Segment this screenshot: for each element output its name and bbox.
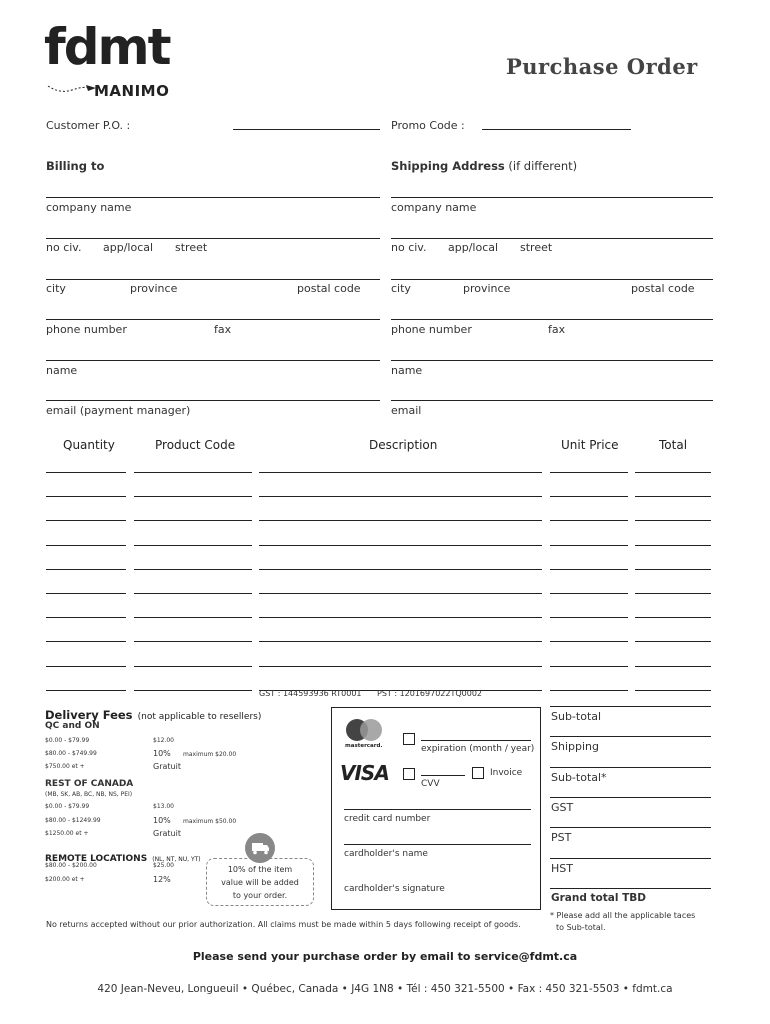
shipping-name-field[interactable] <box>391 360 713 361</box>
page-title: Purchase Order <box>506 54 698 79</box>
row-10-product-code-field[interactable] <box>134 690 252 691</box>
row-6-unit-price-field[interactable] <box>550 593 628 594</box>
billing-email-label: email (payment manager) <box>46 404 191 417</box>
row-5-description-field[interactable] <box>259 569 542 570</box>
shipping-phone-field[interactable] <box>391 319 713 320</box>
billing-postal-label: postal code <box>297 282 361 295</box>
logo <box>44 18 194 102</box>
remote-range-2: $200.00 et + <box>45 876 85 883</box>
row-3-description-field[interactable] <box>259 520 542 521</box>
mastercard-checkbox[interactable] <box>403 733 415 745</box>
visa-logo: VISA <box>340 761 389 785</box>
expiration-field[interactable] <box>421 740 531 741</box>
roc-fee-3: Gratuit <box>153 829 181 838</box>
row-9-quantity-field[interactable] <box>46 666 126 667</box>
customer-po-label: Customer P.O. : <box>46 119 131 132</box>
row-2-quantity-field[interactable] <box>46 496 126 497</box>
shipping-heading <box>391 159 577 173</box>
logo-wordmark: fdmt <box>44 18 170 76</box>
row-6-description-field[interactable] <box>259 593 542 594</box>
customer-po-field[interactable] <box>233 129 380 130</box>
col-unit-price-header: Unit Price <box>561 438 619 452</box>
bubble-line-2: value will be added <box>221 878 299 887</box>
row-5-unit-price-field[interactable] <box>550 569 628 570</box>
row-10-unit-price-field[interactable] <box>550 690 628 691</box>
shipping-street-label: street <box>520 241 553 254</box>
row-6-total-field[interactable] <box>635 593 711 594</box>
billing-province-label: province <box>130 282 178 295</box>
billing-phone-field[interactable] <box>46 319 380 320</box>
gst-number: GST : 144593936 RT0001 <box>259 689 362 698</box>
subtotal-label: Sub-total <box>551 710 602 723</box>
billing-email-field[interactable] <box>46 400 380 401</box>
truck-icon <box>245 833 275 863</box>
mastercard-text: mastercard. <box>345 743 383 749</box>
row-8-quantity-field[interactable] <box>46 641 126 642</box>
row-4-unit-price-field[interactable] <box>550 545 628 546</box>
row-2-product-code-field[interactable] <box>134 496 252 497</box>
row-8-total-field[interactable] <box>635 641 711 642</box>
pst-label: PST <box>551 831 572 844</box>
qc-fee-2: 10% <box>153 749 171 758</box>
qc-range-1: $0.00 - $79.99 <box>45 737 90 744</box>
plane-trail-icon <box>46 82 98 96</box>
bubble-line-1: 10% of the item <box>227 865 293 874</box>
row-4-description-field[interactable] <box>259 545 542 546</box>
row-3-unit-price-field[interactable] <box>550 520 628 521</box>
card-number-field[interactable] <box>344 809 531 810</box>
gst-label: GST <box>551 801 574 814</box>
billing-heading: Billing to <box>46 159 105 173</box>
shipping-phone-label: phone number <box>391 323 472 336</box>
qc-heading: QC and ON <box>45 721 100 731</box>
row-8-unit-price-field[interactable] <box>550 641 628 642</box>
qc-range-3: $750.00 et + <box>45 763 85 770</box>
shipping-company-field[interactable] <box>391 197 713 198</box>
roc-heading: REST OF CANADA <box>45 779 134 789</box>
cardholder-name-label: cardholder's name <box>344 849 428 859</box>
row-1-unit-price-field[interactable] <box>550 472 628 473</box>
subtotal-field[interactable] <box>550 706 711 707</box>
card-number-label: credit card number <box>344 814 431 824</box>
row-3-quantity-field[interactable] <box>46 520 126 521</box>
grand-total-label: Grand total TBD <box>551 892 647 904</box>
roc-range-2: $80.00 - $1249.99 <box>45 817 101 824</box>
row-4-quantity-field[interactable] <box>46 545 126 546</box>
delivery-fees-heading: Delivery Fees <box>45 708 133 722</box>
remote-heading-text: REMOTE LOCATIONS <box>45 854 148 864</box>
row-8-description-field[interactable] <box>259 641 542 642</box>
remote-fee-1: $25.00 <box>153 862 174 869</box>
shipping-email-field[interactable] <box>391 400 713 401</box>
pst-field[interactable] <box>550 827 711 828</box>
row-1-product-code-field[interactable] <box>134 472 252 473</box>
shipping-city-field[interactable] <box>391 279 713 280</box>
roc-fee-2: 10% <box>153 816 171 825</box>
invoice-label: Invoice <box>490 768 523 778</box>
mastercard-logo <box>344 717 384 753</box>
grand-total-field[interactable] <box>550 888 711 889</box>
row-7-quantity-field[interactable] <box>46 617 126 618</box>
row-8-product-code-field[interactable] <box>134 641 252 642</box>
promo-code-field[interactable] <box>482 129 631 130</box>
cardholder-signature-label: cardholder's signature <box>344 884 445 894</box>
billing-phone-label: phone number <box>46 323 127 336</box>
remote-range-1: $80.00 - $200.00 <box>45 862 97 869</box>
billing-street-label: street <box>175 241 208 254</box>
logo-subbrand: MANIMO <box>94 82 170 100</box>
billing-app-label: app/local <box>103 241 154 254</box>
row-9-unit-price-field[interactable] <box>550 666 628 667</box>
row-4-total-field[interactable] <box>635 545 711 546</box>
billing-city-field[interactable] <box>46 279 380 280</box>
col-product-code-header: Product Code <box>155 438 236 452</box>
row-7-unit-price-field[interactable] <box>550 617 628 618</box>
shipping-company-label: company name <box>391 201 477 214</box>
shipping-email-label: email <box>391 404 422 417</box>
row-2-total-field[interactable] <box>635 496 711 497</box>
roc-range-3: $1250.00 et + <box>45 830 89 837</box>
row-9-product-code-field[interactable] <box>134 666 252 667</box>
row-7-description-field[interactable] <box>259 617 542 618</box>
billing-nociv-label: no civ. <box>46 241 82 254</box>
remote-heading-sub: (NL, NT, NU, YT) <box>152 856 201 863</box>
bubble-line-3: to your order. <box>232 891 288 900</box>
row-10-quantity-field[interactable] <box>46 690 126 691</box>
billing-company-field[interactable] <box>46 197 380 198</box>
shipping-heading-note: (if different) <box>508 159 578 173</box>
row-2-description-field[interactable] <box>259 496 542 497</box>
hst-field[interactable] <box>550 858 711 859</box>
col-total-header: Total <box>659 438 688 452</box>
billing-fax-label: fax <box>214 323 232 336</box>
row-7-product-code-field[interactable] <box>134 617 252 618</box>
row-1-quantity-field[interactable] <box>46 472 126 473</box>
remote-fee-2: 12% <box>153 875 171 884</box>
shipping-province-label: province <box>463 282 511 295</box>
row-7-total-field[interactable] <box>635 617 711 618</box>
tax-note-1: * Please add all the applicable taces <box>550 911 696 920</box>
shipping-fax-label: fax <box>548 323 566 336</box>
shipping-total-label: Shipping <box>551 740 599 753</box>
row-1-total-field[interactable] <box>635 472 711 473</box>
gst-field[interactable] <box>550 797 711 798</box>
row-6-product-code-field[interactable] <box>134 593 252 594</box>
roc-provinces: (MB, SK, AB, BC, NB, NS, PEI) <box>45 791 133 798</box>
qc-fee-1: $12.00 <box>153 737 174 744</box>
billing-name-label: name <box>46 364 78 377</box>
col-description-header: Description <box>369 438 438 452</box>
row-4-product-code-field[interactable] <box>134 545 252 546</box>
row-1-description-field[interactable] <box>259 472 542 473</box>
send-instructions: Please send your purchase order by email to service@fdmt.ca <box>192 950 578 963</box>
row-3-total-field[interactable] <box>635 520 711 521</box>
promo-code-label: Promo Code : <box>391 119 465 132</box>
subtotal2-label: Sub-total* <box>551 771 607 784</box>
row-6-quantity-field[interactable] <box>46 593 126 594</box>
company-address: 420 Jean-Neveu, Longueuil • Québec, Canada • J4G 1N8 • Tél : 450 321-5500 • Fax : 450 321-5503 • fdmt.ca <box>97 983 673 995</box>
row-9-total-field[interactable] <box>635 666 711 667</box>
subtotal2-field[interactable] <box>550 767 711 768</box>
row-2-unit-price-field[interactable] <box>550 496 628 497</box>
hst-label: HST <box>551 862 573 875</box>
qc-max-2: maximum $20.00 <box>183 751 237 758</box>
pst-number: PST : 1201697022TQ0002 <box>377 689 483 698</box>
roc-range-1: $0.00 - $79.99 <box>45 803 90 810</box>
roc-max-2: maximum $50.00 <box>183 818 237 825</box>
cvv-label: CVV <box>421 779 440 789</box>
shipping-total-field[interactable] <box>550 736 711 737</box>
row-10-total-field[interactable] <box>635 690 711 691</box>
cvv-field[interactable] <box>421 775 465 776</box>
shipping-postal-label: postal code <box>631 282 695 295</box>
billing-name-field[interactable] <box>46 360 380 361</box>
row-5-product-code-field[interactable] <box>134 569 252 570</box>
shipping-app-label: app/local <box>448 241 499 254</box>
shipping-nociv-label: no civ. <box>391 241 427 254</box>
shipping-heading-text: Shipping Address <box>391 159 505 173</box>
row-5-quantity-field[interactable] <box>46 569 126 570</box>
roc-fee-1: $13.00 <box>153 803 174 810</box>
cardholder-name-field[interactable] <box>344 844 531 845</box>
tax-note-2: to Sub-total. <box>556 923 606 932</box>
visa-checkbox[interactable] <box>403 768 415 780</box>
row-3-product-code-field[interactable] <box>134 520 252 521</box>
billing-company-label: company name <box>46 201 132 214</box>
delivery-fees-note: (not applicable to resellers) <box>137 712 262 722</box>
billing-address-field[interactable] <box>46 238 380 239</box>
col-quantity-header: Quantity <box>63 438 115 452</box>
expiration-label: expiration (month / year) <box>421 744 535 754</box>
shipping-name-label: name <box>391 364 423 377</box>
billing-city-label: city <box>46 282 66 295</box>
shipping-address-field[interactable] <box>391 238 713 239</box>
qc-fee-3: Gratuit <box>153 762 181 771</box>
invoice-checkbox[interactable] <box>472 767 484 779</box>
row-9-description-field[interactable] <box>259 666 542 667</box>
qc-range-2: $80.00 - $749.99 <box>45 750 97 757</box>
shipping-city-label: city <box>391 282 411 295</box>
returns-policy: No returns accepted without our prior authorization. All claims must be made within 5 days following receipt of goods. <box>46 920 521 929</box>
row-5-total-field[interactable] <box>635 569 711 570</box>
